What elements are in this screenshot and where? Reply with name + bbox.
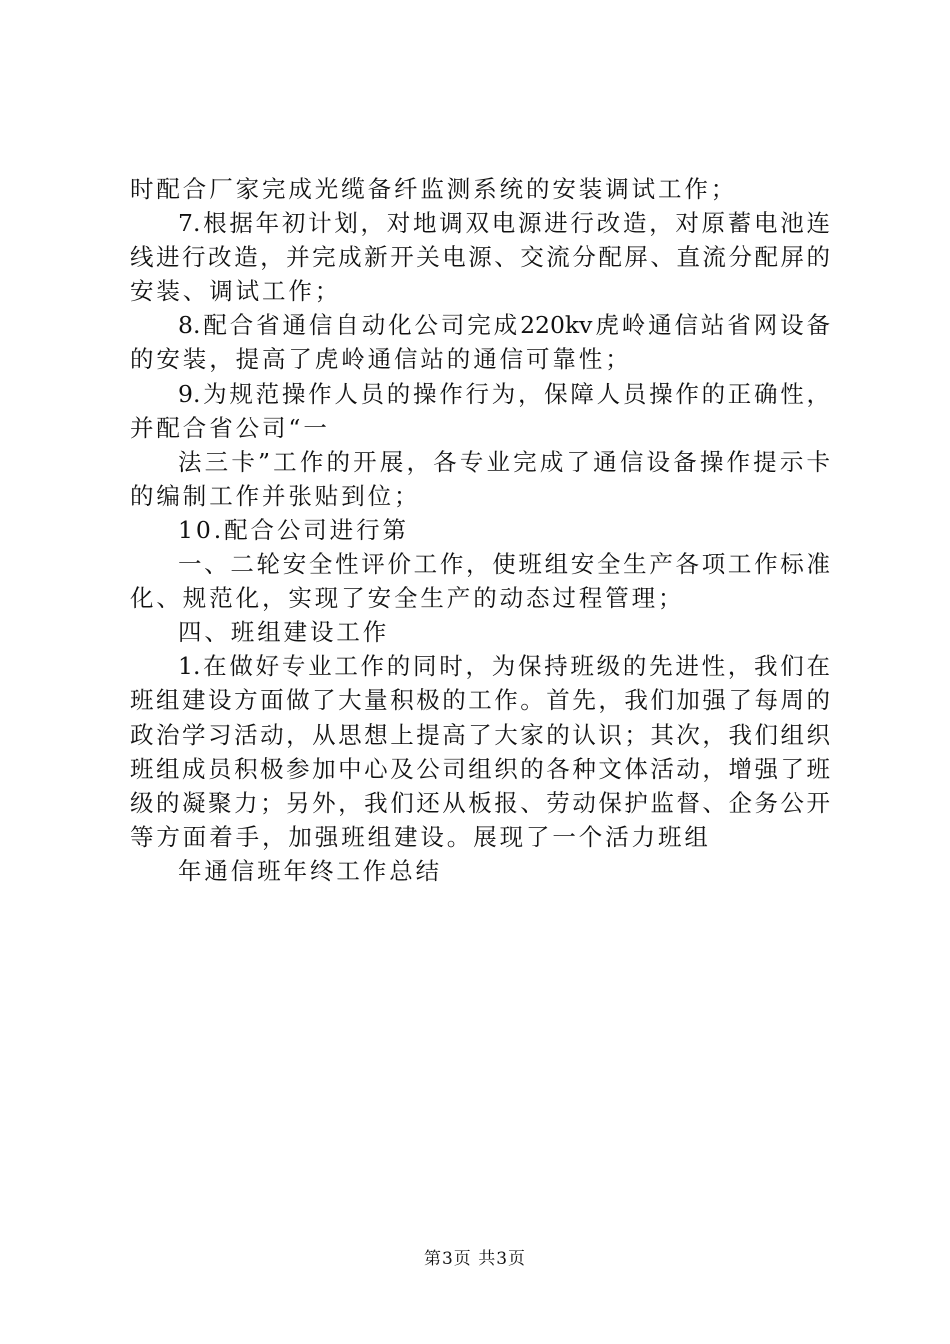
text-line: 化、规范化，实现了安全生产的动态过程管理； <box>130 584 685 613</box>
text-line: 政治学习活动，从思想上提高了大家的认识；其次，我们组织 <box>130 720 830 749</box>
text-line: 班组成员积极参加中心及公司组织的各种文体活动，增强了班 <box>130 754 830 783</box>
text-line: 的编制工作并张贴到位； <box>130 481 421 510</box>
text-line: 级的凝聚力；另外，我们还从板报、劳动保护监督、企务公开 <box>130 788 830 817</box>
text-line: 法三卡”工作的开展，各专业完成了通信设备操作提示卡 <box>178 447 830 476</box>
text-line: 班组建设方面做了大量积极的工作。首先，我们加强了每周的 <box>130 686 830 715</box>
section-heading: 四、班组建设工作 <box>178 618 390 647</box>
text-line: 7.根据年初计划，对地调双电源进行改造，对原蓄电池连 <box>178 209 830 238</box>
text-line: 10.配合公司进行第 <box>178 515 409 544</box>
text-line: 时配合厂家完成光缆备纤监测系统的安装调试工作； <box>130 175 738 203</box>
text-line: 一、二轮安全性评价工作，使班组安全生产各项工作标准 <box>178 550 830 579</box>
text-line: 9.为规范操作人员的操作行为，保障人员操作的正确性， <box>178 379 830 408</box>
text-line: 8.配合省通信自动化公司完成220kv虎岭通信站省网设备 <box>178 311 830 340</box>
page-number: 第3页 共3页 <box>423 1249 527 1269</box>
text-line: 的安装，提高了虎岭通信站的通信可靠性； <box>130 345 632 374</box>
document-body <box>130 172 830 888</box>
text-line: 年通信班年终工作总结 <box>178 856 442 885</box>
text-line: 线进行改造，并完成新开关电源、交流分配屏、直流分配屏的 <box>130 243 830 272</box>
text-line: 并配合省公司“一 <box>130 413 330 442</box>
text-line: 安装、调试工作； <box>130 277 342 306</box>
text-line: 等方面着手，加强班组建设。展现了一个活力班组 <box>130 822 711 851</box>
text-line: 1.在做好专业工作的同时，为保持班级的先进性，我们在 <box>178 652 830 681</box>
